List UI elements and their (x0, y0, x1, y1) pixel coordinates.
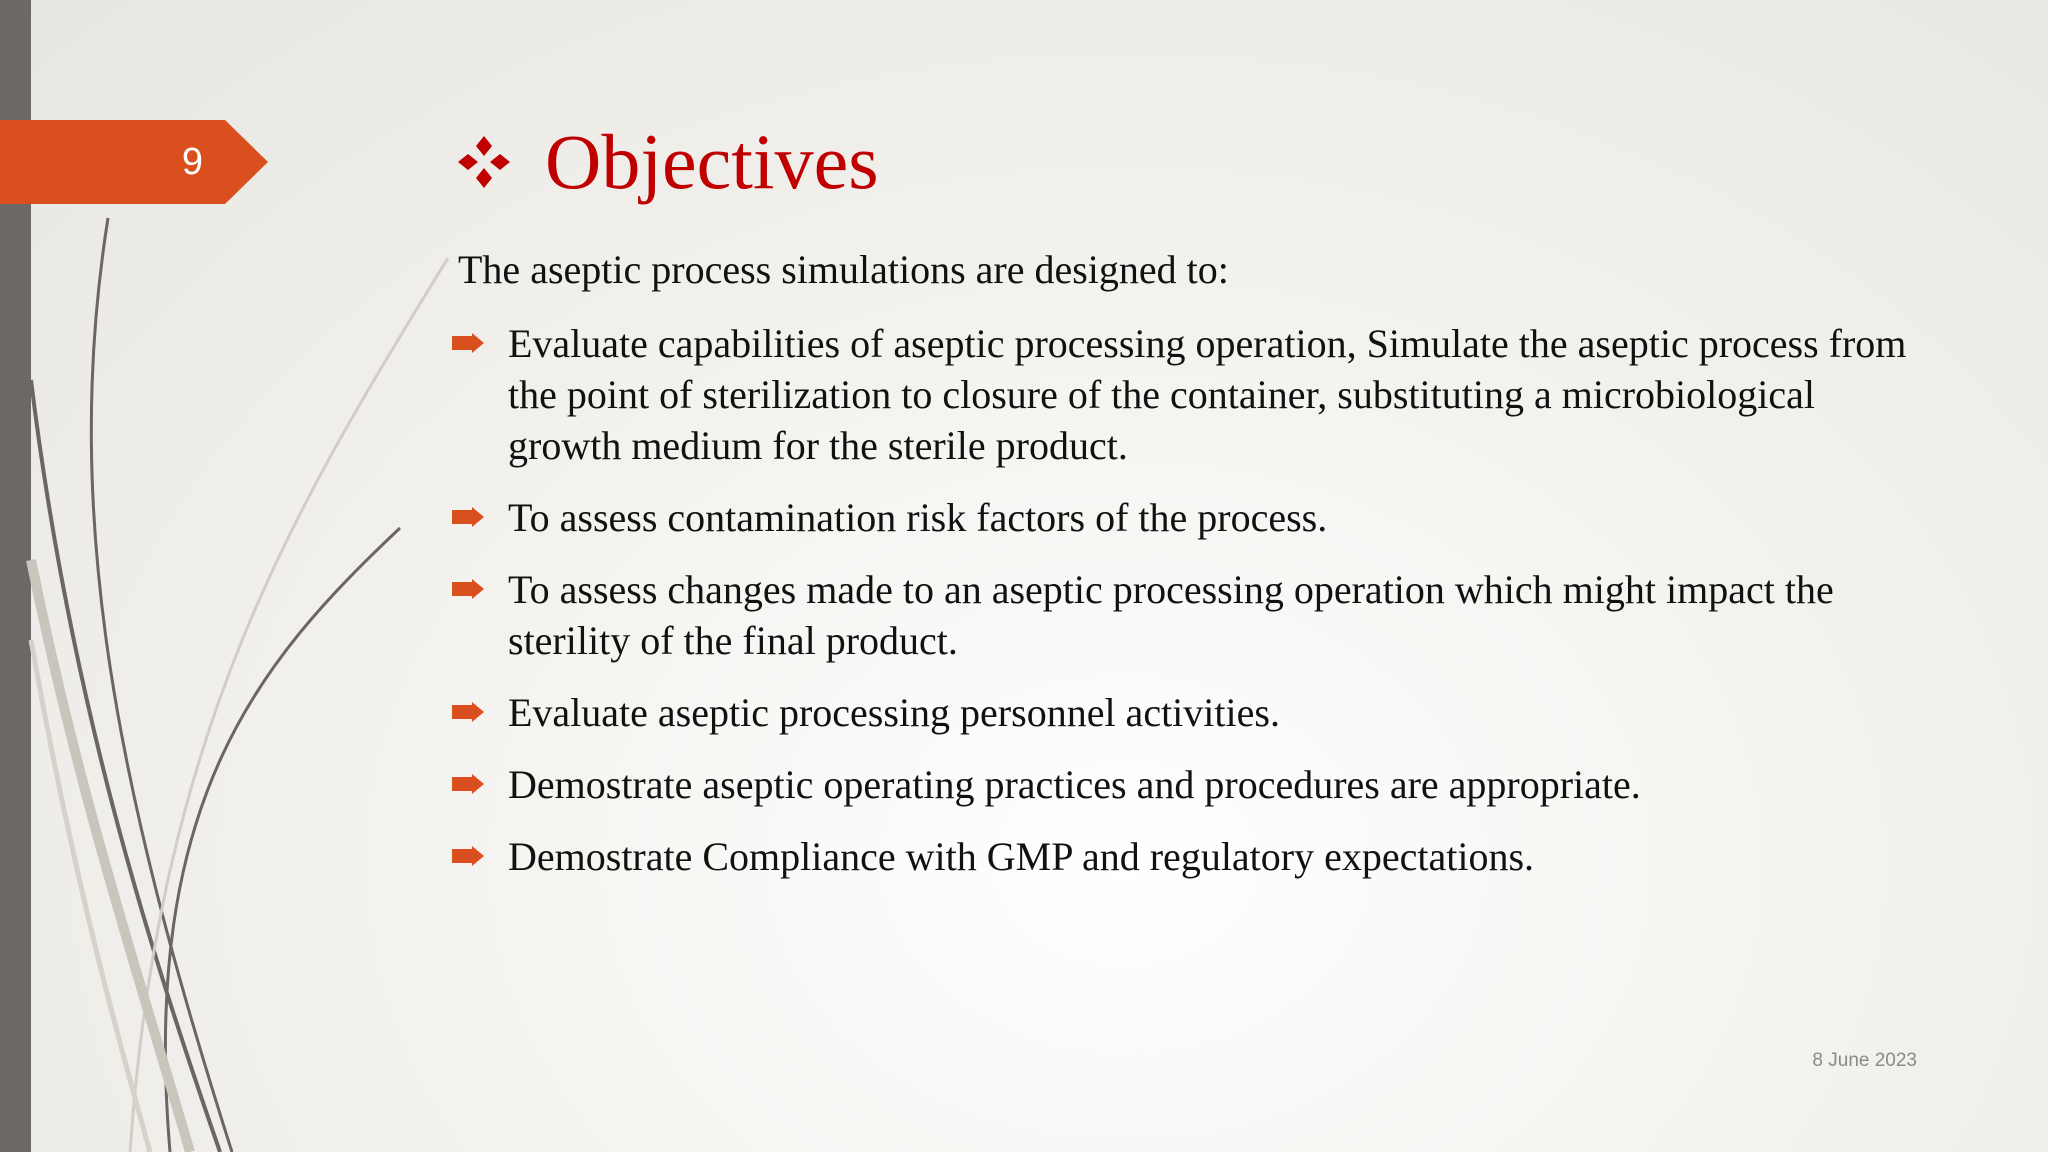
list-item (452, 687, 1922, 738)
right-arrow-icon (452, 846, 484, 866)
objectives-list (452, 318, 1922, 903)
list-item (452, 492, 1922, 543)
intro-text: The aseptic process simulations are designed to: (458, 247, 1229, 292)
right-arrow-icon (452, 702, 484, 722)
right-arrow-icon (452, 774, 484, 794)
list-item-text: Demostrate Compliance with GMP and regulatory expectations. (508, 834, 1535, 879)
slide-number: 9 (181, 141, 204, 183)
tab-arrow-shape (0, 120, 268, 204)
right-arrow-icon (452, 579, 484, 599)
four-diamond-icon (455, 133, 513, 191)
list-item (452, 759, 1922, 810)
list-item (452, 831, 1922, 882)
slide-number-tab (0, 120, 268, 204)
slide-date: 8 June 2023 (1812, 1050, 1917, 1071)
slide-title: Objectives (545, 118, 879, 205)
list-item-text: To assess contamination risk factors of the process. (508, 495, 1328, 540)
list-item-text: Evaluate aseptic processing personnel activities. (508, 690, 1280, 735)
list-item-text: To assess changes made to an aseptic processing operation which might impact the sterility of the final product. (508, 567, 1834, 663)
list-item (452, 564, 1922, 666)
slide-title-row (455, 112, 879, 212)
list-item (452, 318, 1922, 471)
right-arrow-icon (452, 507, 484, 527)
list-item-text: Evaluate capabilities of aseptic processing operation, Simulate the aseptic process from the point of sterilization to closure of the container, substituting a microbiological growth medium for the sterile product. (508, 321, 1907, 468)
list-item-text: Demostrate aseptic operating practices and procedures are appropriate. (508, 762, 1641, 807)
right-arrow-icon (452, 333, 484, 353)
